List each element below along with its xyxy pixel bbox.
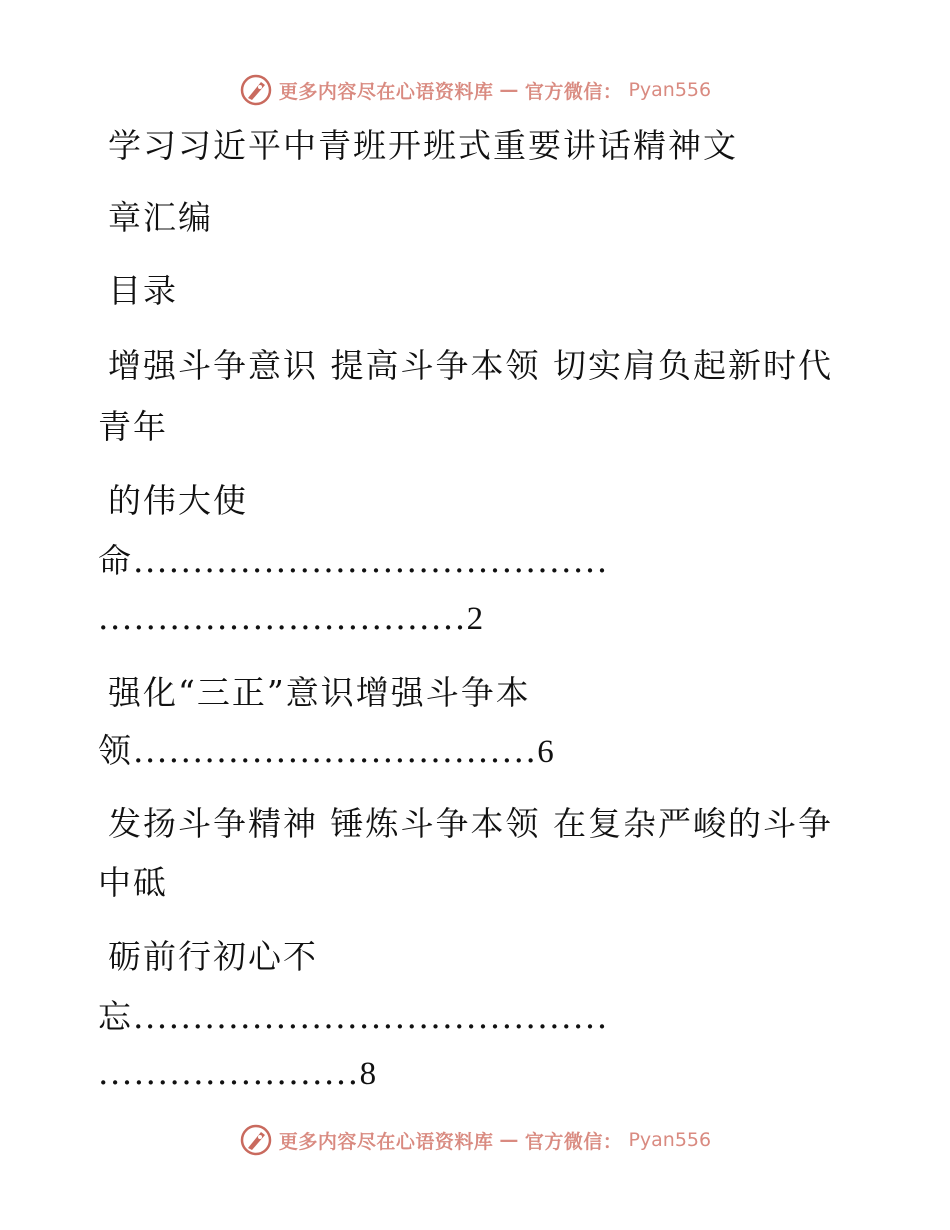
banner-site-text: 更多内容尽在心语资料库 xyxy=(278,80,494,103)
toc-entry-2-page-number: 6 xyxy=(537,734,556,770)
banner-wechat-id: Pyan556 xyxy=(628,1129,712,1151)
document-title-line1: 学习习近平中青班开班式重要讲话精神文 xyxy=(108,126,738,165)
toc-entry-2-leader1: .................................. xyxy=(133,731,538,770)
toc-entry-3-leader2: ...................... xyxy=(98,1053,360,1092)
toc-entry-1-last-word: 命 xyxy=(98,541,133,580)
toc-entry-1-title-line3[interactable]: 的伟大使 xyxy=(108,481,248,520)
toc-entry-3-page-number: 8 xyxy=(359,1056,379,1092)
toc-entry-1-title-line2[interactable]: 青年 xyxy=(98,407,168,446)
footer-banner xyxy=(0,1120,950,1160)
banner-wechat-id: Pyan556 xyxy=(628,79,712,101)
toc-entry-1-title-line1[interactable]: 增强斗争意识 提高斗争本领 切实肩负起新时代 xyxy=(108,346,833,385)
toc-entry-3-leader-line[interactable] xyxy=(98,997,609,1037)
toc-entry-3-leader1: ........................................ xyxy=(133,997,609,1036)
banner-separator: — xyxy=(499,79,519,101)
toc-entry-3-last-word: 忘 xyxy=(98,997,133,1036)
pen-logo-icon xyxy=(239,1123,273,1157)
toc-entry-1-leader2: ............................... xyxy=(98,598,467,637)
toc-entry-3-title-line2[interactable]: 中砥 xyxy=(98,863,168,902)
toc-entry-3-title-line3[interactable]: 砺前行初心不 xyxy=(108,937,318,976)
toc-entry-2-last-word: 领 xyxy=(98,731,133,770)
toc-heading: 目录 xyxy=(108,271,178,310)
toc-entry-2-leader-line[interactable] xyxy=(98,731,556,772)
document-title-line2: 章汇编 xyxy=(108,198,213,237)
toc-entry-1-leader-line[interactable] xyxy=(98,541,609,581)
toc-entry-1-page-number: 2 xyxy=(466,601,486,637)
toc-entry-2-title-line1[interactable]: 强化“三正”意识增强斗争本 xyxy=(108,673,531,712)
banner-wechat-label: 官方微信： xyxy=(524,1130,623,1153)
toc-entry-1-leader1: ........................................ xyxy=(133,541,609,580)
pen-logo-icon xyxy=(239,73,273,107)
toc-entry-3-title-line1[interactable]: 发扬斗争精神 锤炼斗争本领 在复杂严峻的斗争 xyxy=(108,804,833,843)
toc-entry-1-page-line[interactable] xyxy=(98,598,485,639)
banner-separator: — xyxy=(499,1129,519,1151)
banner-wechat-label: 官方微信： xyxy=(524,80,623,103)
header-banner xyxy=(0,70,950,110)
toc-entry-3-page-line[interactable] xyxy=(98,1053,378,1094)
banner-site-text: 更多内容尽在心语资料库 xyxy=(278,1130,494,1153)
